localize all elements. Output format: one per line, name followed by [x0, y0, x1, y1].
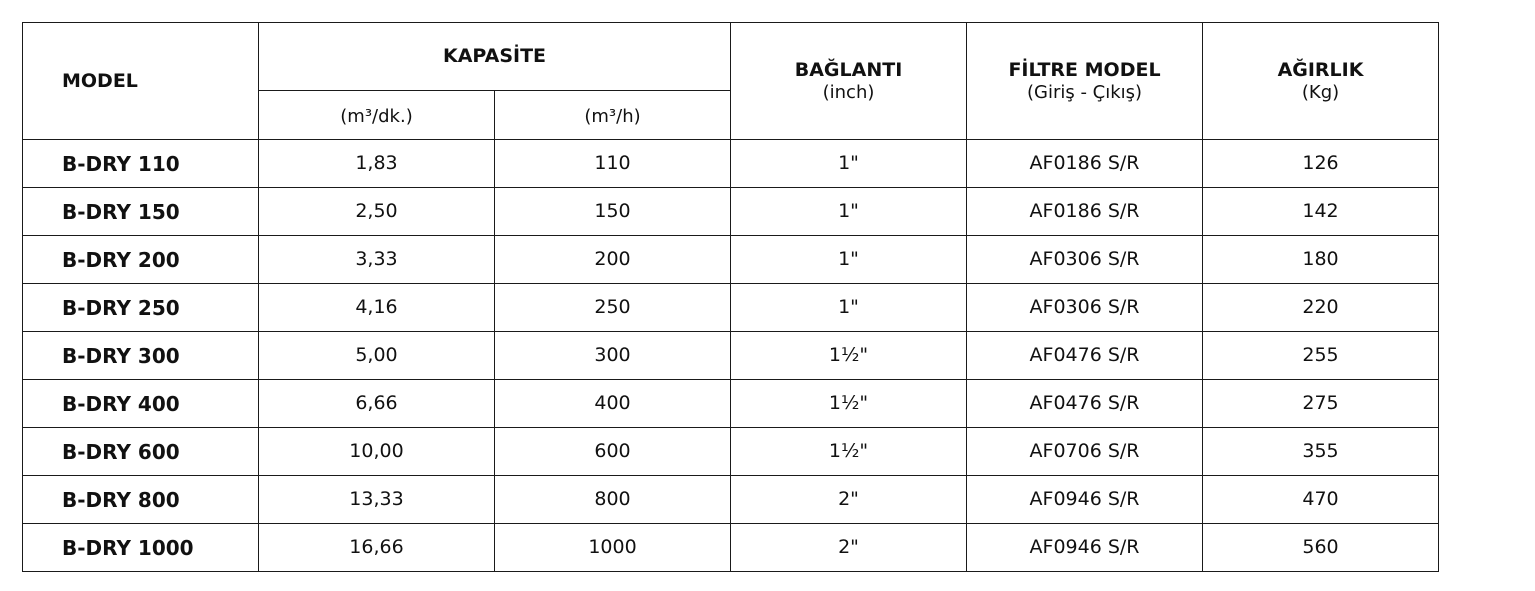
capacity-min-cell: 1,83 — [259, 140, 495, 188]
model-cell: B-DRY 600 — [23, 428, 259, 476]
capacity-hour-cell: 150 — [495, 188, 731, 236]
filter-model-cell: AF0476 S/R — [967, 380, 1203, 428]
filter-model-header-label: FİLTRE MODEL — [1008, 58, 1161, 81]
table-row — [23, 188, 1439, 236]
weight-cell: 142 — [1203, 188, 1439, 236]
model-header: MODEL — [23, 23, 259, 140]
model-cell: B-DRY 1000 — [23, 524, 259, 572]
connection-cell: 2" — [731, 476, 967, 524]
weight-cell: 180 — [1203, 236, 1439, 284]
connection-header — [731, 23, 967, 140]
capacity-hour-unit-header: (m³/h) — [495, 91, 731, 140]
capacity-min-cell: 16,66 — [259, 524, 495, 572]
filter-model-cell: AF0306 S/R — [967, 236, 1203, 284]
table-row — [23, 332, 1439, 380]
capacity-min-cell: 5,00 — [259, 332, 495, 380]
table-row — [23, 524, 1439, 572]
weight-header — [1203, 23, 1439, 140]
capacity-min-cell: 2,50 — [259, 188, 495, 236]
capacity-min-cell: 6,66 — [259, 380, 495, 428]
connection-cell: 1" — [731, 284, 967, 332]
table-row — [23, 236, 1439, 284]
weight-header-unit: (Kg) — [1301, 81, 1340, 103]
filter-model-cell: AF0186 S/R — [967, 140, 1203, 188]
weight-cell: 255 — [1203, 332, 1439, 380]
connection-cell: 1½" — [731, 380, 967, 428]
capacity-min-cell: 4,16 — [259, 284, 495, 332]
connection-cell: 1½" — [731, 428, 967, 476]
connection-header-label: BAĞLANTI — [794, 58, 903, 81]
filter-model-header — [967, 23, 1203, 140]
table-row — [23, 140, 1439, 188]
connection-cell: 1" — [731, 236, 967, 284]
filter-model-cell: AF0946 S/R — [967, 476, 1203, 524]
capacity-hour-cell: 1000 — [495, 524, 731, 572]
table-row — [23, 428, 1439, 476]
capacity-header: KAPASİTE — [259, 23, 731, 91]
weight-cell: 470 — [1203, 476, 1439, 524]
capacity-hour-cell: 800 — [495, 476, 731, 524]
weight-cell: 126 — [1203, 140, 1439, 188]
weight-header-label: AĞIRLIK — [1277, 58, 1364, 81]
capacity-hour-cell: 200 — [495, 236, 731, 284]
weight-cell: 220 — [1203, 284, 1439, 332]
connection-cell: 1" — [731, 188, 967, 236]
capacity-hour-cell: 600 — [495, 428, 731, 476]
model-cell: B-DRY 250 — [23, 284, 259, 332]
table-header — [23, 23, 1439, 140]
capacity-min-cell: 13,33 — [259, 476, 495, 524]
weight-cell: 275 — [1203, 380, 1439, 428]
spec-table — [22, 22, 1439, 572]
weight-cell: 355 — [1203, 428, 1439, 476]
filter-model-header-sub: (Giriş - Çıkış) — [1026, 81, 1143, 103]
model-cell: B-DRY 400 — [23, 380, 259, 428]
capacity-min-cell: 3,33 — [259, 236, 495, 284]
connection-header-unit: (inch) — [822, 81, 875, 103]
table-row — [23, 476, 1439, 524]
model-cell: B-DRY 110 — [23, 140, 259, 188]
weight-cell: 560 — [1203, 524, 1439, 572]
model-cell: B-DRY 200 — [23, 236, 259, 284]
model-cell: B-DRY 800 — [23, 476, 259, 524]
filter-model-cell: AF0306 S/R — [967, 284, 1203, 332]
capacity-min-cell: 10,00 — [259, 428, 495, 476]
model-cell: B-DRY 150 — [23, 188, 259, 236]
capacity-hour-cell: 400 — [495, 380, 731, 428]
capacity-min-unit-header: (m³/dk.) — [259, 91, 495, 140]
table-row — [23, 380, 1439, 428]
capacity-hour-cell: 300 — [495, 332, 731, 380]
filter-model-cell: AF0186 S/R — [967, 188, 1203, 236]
connection-cell: 1" — [731, 140, 967, 188]
capacity-hour-cell: 250 — [495, 284, 731, 332]
filter-model-cell: AF0946 S/R — [967, 524, 1203, 572]
connection-cell: 1½" — [731, 332, 967, 380]
table-body — [23, 140, 1439, 572]
filter-model-cell: AF0706 S/R — [967, 428, 1203, 476]
capacity-hour-cell: 110 — [495, 140, 731, 188]
model-cell: B-DRY 300 — [23, 332, 259, 380]
connection-cell: 2" — [731, 524, 967, 572]
table-row — [23, 284, 1439, 332]
filter-model-cell: AF0476 S/R — [967, 332, 1203, 380]
